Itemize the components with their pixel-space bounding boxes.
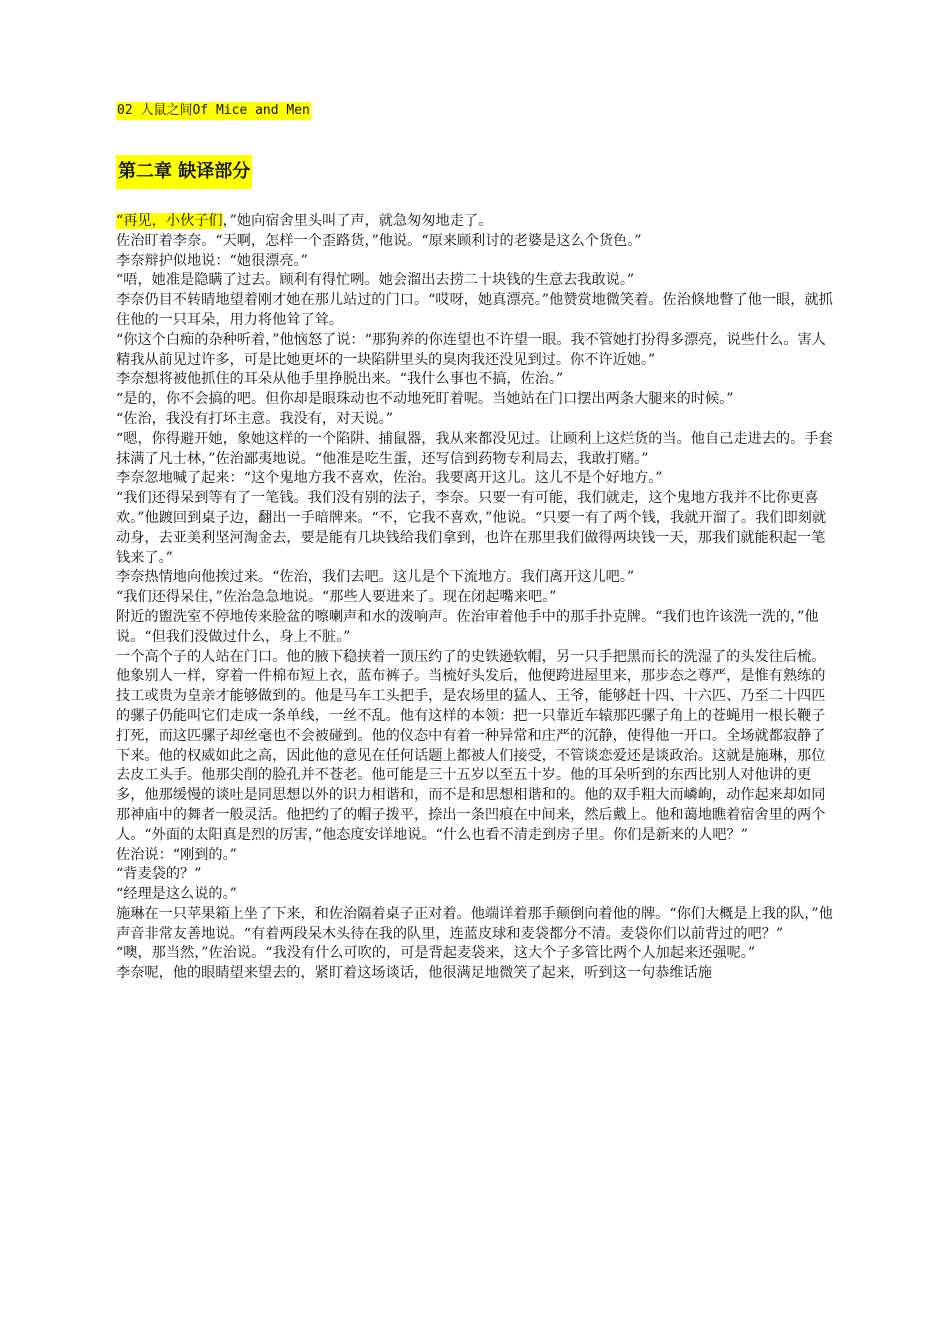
paragraph: 佐治说：“刚到的。”	[116, 846, 237, 863]
paragraph: 附近的盥洗室不停地传来脸盆的嚓喇声和水的泼响声。佐治审着他手中的那手扑克牌。“我们也许该洗一洗的，”他说。“但我们没做过什么，身上不脏。”	[116, 608, 819, 645]
paragraph: 李奈辩护似地说：“她很漂亮。”	[116, 252, 308, 269]
paragraph: “是的，你不会搞的吧。但你却是眼珠动也不动地死盯着呢。当她站在门口摆出两条大腿来的时候。”	[116, 391, 734, 408]
document-body	[116, 212, 836, 984]
paragraph: “经理是这么说的。”	[116, 886, 237, 903]
paragraph: 李奈热情地向他挨过来。“佐治，我们去吧。这儿是个下流地方。我们离开这儿吧。”	[116, 569, 635, 586]
paragraph: 一个高个子的人站在门口。他的腋下稳挟着一顶压约了的史铁逊软帽，另一只手把黑而长的洗湿了的头发往后梳。他象别人一样，穿着一件棉布短上衣，蓝布裤子。当梳好头发后，他便跨进屋里来，那步态之尊严，是惟有熟练的技工或贵为皇亲才能够做到的。他是马车工头把手，是农场里的猛人、王爷，能够赶十四、十六匹、乃至二十四匹的骡子仍能叫它们走成一条单线，一丝不乱。他有这样的本领：把一只靠近车辕那匹骡子角上的苍蝇用一根长鞭子打死，而这匹骡子却丝毫也不会被碰到。他的仪态中有着一种异常和庄严的沉静，使得他一开口。全场就都寂静了下来。他的权威如此之高，因此他的意见在任何话题上都被人们接受，不管谈恋爱还是谈政治。这就是施琳，那位去皮工头手。他那尖削的脸孔并不苍老。他可能是三十五岁以至五十岁。他的耳朵听到的东西比别人对他讲的更多，他那缓慢的谈吐是同思想以外的识力相谐和，而不是和思想相谐和的。他的双手粗大而嶙峋，动作起来却如同那神庙中的舞者一般灵活。他把约了的帽子拨平，捺出一条凹痕在中间来，然后戴上。他和蔼地瞧着宿舍里的两个人。“外面的太阳真是烈的厉害，”他态度安详地说。“什么也看不清走到房子里。你们是新来的人吧？”	[116, 648, 826, 843]
paragraph: “我们还得呆住，”佐治急急地说。“那些人要进来了。现在闭起嘴来吧。”	[116, 589, 557, 606]
chapter-title: 第二章 缺译部分	[116, 155, 252, 189]
paragraph: 李奈呢，他的眼睛望来望去的，紧盯着这场谈话，他很满足地微笑了起来，听到这一句恭维话施	[116, 965, 712, 982]
paragraph	[116, 212, 836, 232]
paragraph: “你这个白痴的杂种听着，”他恼怒了说：“那狗养的你连望也不许望一眼。我不管她打扮得多漂亮，说些什么。害人精我从前见过许多，可是比她更坏的一块陷阱里头的臭肉我还没见到过。你不许近她。”	[116, 331, 826, 368]
paragraph: “佐治，我没有打坏主意。我没有，对天说。”	[116, 410, 393, 427]
paragraph: “我们还得呆到等有了一笔钱。我们没有别的法子，李奈。只要一有可能，我们就走，这个鬼地方我并不比你更喜欢。”他踱回到桌子边，翻出一手暗牌来。“不，它我不喜欢，”他说。“只要一有了两个钱，我就开溜了。我们即刻就动身，去亚美利坚河淘金去，要是能有几块钱给我们拿到，也许在那里我们做得两块钱一天，那我们就能积起一笔钱来了。”	[116, 490, 827, 566]
paragraph: “嗯，你得避开她，象她这样的一个陷阱、捕鼠器，我从来都没见过。让顾利上这烂货的当。他自己走进去的。手套抹满了凡士林，”佐治鄙夷地说。“他准是吃生蛋，还写信到药物专利局去，我敢打赌。”	[116, 430, 833, 467]
document-header: 02 人鼠之间Of Mice and Men	[117, 103, 310, 118]
paragraph: 李奈忽地喊了起来：“这个鬼地方我不喜欢，佐治。我要离开这儿。这儿不是个好地方。”	[116, 470, 663, 487]
paragraph: 李奈想将被他抓住的耳朵从他手里挣脱出来。“我什么事也不搞，佐治。”	[116, 371, 564, 388]
paragraph: 佐治盯着李奈。“天啊，怎样一个歪路货，”他说。“原来顾利讨的老婆是这么个货色。”	[116, 232, 642, 249]
paragraph: 施琳在一只苹果箱上坐了下来，和佐治隔着桌子正对着。他端详着那手颠倒向着他的牌。“你们大概是上我的队，”他声音非常友善地说。“有着两段呆木头待在我的队里，连蓝皮球和麦袋都分不清。麦袋你们以前背过的吧？”	[116, 905, 833, 942]
highlighted-text: “再见，小伙子们	[116, 213, 223, 229]
paragraph: “唔，她准是隐瞒了过去。顾利有得忙咧。她会溜出去捞二十块钱的生意去我敢说。”	[116, 272, 635, 289]
paragraph: 李奈仍目不转睛地望着刚才她在那儿站过的门口。“哎呀，她真漂亮。”他赞赏地微笑着。佐治倏地瞥了他一眼，就抓住他的一只耳朵，用力将他耸了耸。	[116, 292, 833, 328]
paragraph: “背麦袋的？”	[116, 866, 202, 883]
paragraph: “噢，那当然，”佐治说。“我没有什么可吹的，可是背起麦袋来，这大个子多管比两个人加起来还强呢。”	[116, 945, 756, 962]
paragraph-text: ，”她向宿舍里头叫了声，就急匆匆地走了。	[222, 213, 493, 229]
